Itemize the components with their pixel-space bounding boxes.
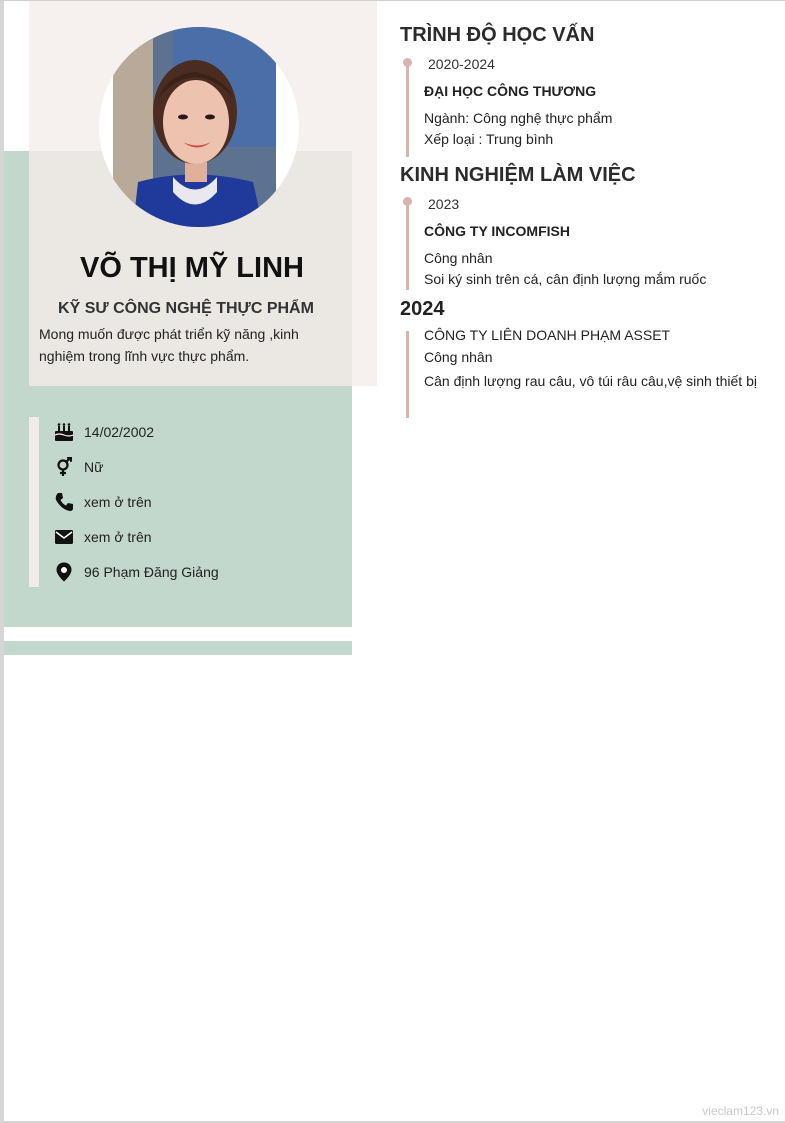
experience-position: Công nhân [424, 250, 493, 266]
experience-period: 2023 [428, 196, 460, 212]
experience-company: CÔNG TY INCOMFISH [424, 223, 570, 239]
phone-icon [54, 492, 74, 512]
contact-address [54, 562, 334, 584]
phone-value: xem ở trên [84, 494, 152, 510]
education-school: ĐẠI HỌC CÔNG THƯƠNG [424, 83, 597, 99]
timeline-line [406, 201, 409, 290]
contact-birthday [54, 422, 334, 444]
profile-card-edge [352, 151, 377, 386]
education-period: 2020-2024 [428, 56, 495, 72]
timeline-line [406, 62, 409, 157]
gender-value: Nữ [84, 459, 104, 475]
contact-phone [54, 492, 334, 514]
gender-icon [54, 457, 74, 477]
email-value: xem ở trên [84, 529, 152, 545]
experience-description: Cân định lượng rau câu, vô túi râu câu,vệ sinh thiết bị [424, 373, 757, 389]
education-grade: Xếp loại : Trung bình [424, 131, 554, 147]
experience-section-title: KINH NGHIỆM LÀM VIỆC [400, 164, 636, 186]
candidate-name: VÕ THỊ MỸ LINH [80, 252, 304, 284]
birthday-cake-icon [54, 422, 74, 442]
job-title: KỸ SƯ CÔNG NGHỆ THỰC PHẨM [58, 300, 314, 317]
profile-photo [113, 27, 276, 227]
experience-position: Công nhân [424, 349, 493, 365]
experience-company: CÔNG TY LIÊN DOANH PHẠM ASSET [424, 327, 671, 343]
education-major: Ngành: Công nghệ thực phẩm [424, 110, 613, 126]
avatar [99, 27, 299, 227]
contact-gender [54, 457, 334, 479]
experience-description: Soi ký sinh trên cá, cân định lượng mắm ruốc [424, 271, 707, 287]
watermark: vieclam123.vn [702, 1104, 779, 1118]
contact-accent-bar [29, 417, 39, 587]
location-icon [54, 562, 74, 582]
birthday-value: 14/02/2002 [84, 424, 155, 440]
contact-email [54, 527, 334, 549]
address-value: 96 Phạm Đăng Giảng [84, 564, 219, 580]
timeline-line [406, 331, 409, 418]
experience-period: 2024 [400, 298, 445, 320]
career-objective: Mong muốn được phát triển kỹ năng ,kinh nghiệm trong lĩnh vực thực phẩm. [39, 326, 299, 364]
education-section-title: TRÌNH ĐỘ HỌC VẤN [400, 24, 595, 46]
sidebar-bottom-strip [4, 641, 352, 655]
email-icon [54, 527, 74, 547]
